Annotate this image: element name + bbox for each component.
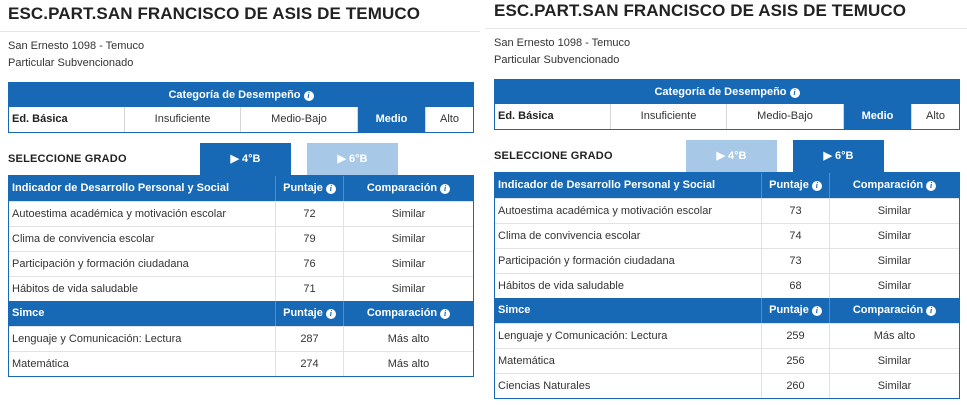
table-row (495, 273, 959, 298)
performance-category-title-text: Categoría de Desempeño (654, 86, 787, 98)
category-option-insuficiente: Insuficiente (611, 104, 727, 129)
level-label: Ed. Básica (9, 107, 125, 132)
info-icon[interactable]: i (812, 306, 822, 316)
info-icon[interactable]: i (790, 88, 800, 98)
indicator-score: 72 (276, 202, 344, 226)
table-row (9, 201, 473, 226)
category-option-medio: Medio (844, 104, 912, 129)
school-name: ESC.PART.SAN FRANCISCO DE ASIS DE TEMUCO (0, 0, 480, 32)
performance-category-title (495, 80, 959, 104)
grade-selector (494, 140, 960, 172)
simce-subject: Ciencias Naturales (495, 374, 762, 398)
level-label: Ed. Básica (495, 104, 611, 129)
indicator-comparison: Similar (391, 283, 426, 295)
idps-header-comparison-text: Comparación (366, 182, 438, 194)
play-arrow-icon: ▶ (716, 150, 729, 162)
table-row (9, 351, 473, 376)
simce-comparison: Más alto (387, 333, 430, 345)
indicator-comparison: Similar (391, 208, 426, 220)
category-option-medio: Medio (358, 107, 426, 132)
performance-category-scale (495, 104, 959, 129)
performance-category-title-text: Categoría de Desempeño (168, 89, 301, 101)
idps-table (8, 175, 474, 377)
indicator-comparison: Similar (877, 255, 912, 267)
simce-header-score-text: Puntaje (283, 307, 323, 319)
simce-score: 260 (762, 374, 830, 398)
simce-comparison: Más alto (873, 330, 916, 342)
school-address: San Ernesto 1098 - Temuco (494, 37, 631, 49)
idps-header-comparison (344, 176, 473, 201)
simce-header-comparison-text: Comparación (852, 304, 924, 316)
school-address: San Ernesto 1098 - Temuco (8, 40, 145, 52)
indicator-comparison: Similar (391, 258, 426, 270)
simce-header-subject: Simce (495, 298, 762, 323)
simce-header-comparison-text: Comparación (366, 307, 438, 319)
indicator-score: 68 (762, 274, 830, 298)
simce-subject: Matemática (495, 349, 762, 373)
info-icon[interactable]: i (326, 309, 336, 319)
performance-category-box (494, 79, 960, 130)
simce-score: 256 (762, 349, 830, 373)
simce-header-subject: Simce (9, 301, 276, 326)
simce-header-score-text: Puntaje (769, 304, 809, 316)
indicator-name: Participación y formación ciudadana (9, 252, 276, 276)
play-arrow-icon: ▶ (823, 150, 836, 162)
school-type: Particular Subvencionado (8, 57, 134, 69)
info-icon[interactable]: i (326, 184, 336, 194)
tab-grade-4b[interactable] (686, 140, 777, 172)
performance-category-box (8, 82, 474, 133)
table-row (9, 251, 473, 276)
idps-header-score (276, 176, 344, 201)
simce-comparison: Similar (877, 380, 912, 392)
simce-score: 287 (276, 327, 344, 351)
indicator-comparison: Similar (877, 230, 912, 242)
indicator-name: Hábitos de vida saludable (495, 274, 762, 298)
simce-score: 259 (762, 324, 830, 348)
indicator-score: 79 (276, 227, 344, 251)
indicator-score: 71 (276, 277, 344, 301)
table-row (495, 323, 959, 348)
simce-header-comparison (830, 298, 959, 323)
idps-header-score-text: Puntaje (769, 179, 809, 191)
indicator-name: Autoestima académica y motivación escolar (9, 202, 276, 226)
simce-subject: Matemática (9, 352, 276, 376)
tab-grade-6b[interactable] (307, 143, 398, 175)
tab-grade-6b[interactable] (793, 140, 884, 172)
idps-header-comparison (830, 173, 959, 198)
table-row (9, 276, 473, 301)
indicator-comparison: Similar (391, 233, 426, 245)
performance-category-scale (9, 107, 473, 132)
play-arrow-icon: ▶ (337, 153, 350, 165)
indicator-score: 73 (762, 249, 830, 273)
indicator-comparison: Similar (877, 280, 912, 292)
tab-grade-6b-label: 6°B (835, 150, 854, 162)
indicator-score: 73 (762, 199, 830, 223)
play-arrow-icon: ▶ (230, 153, 243, 165)
school-name: ESC.PART.SAN FRANCISCO DE ASIS DE TEMUCO (486, 0, 967, 29)
simce-comparison: Más alto (387, 358, 430, 370)
idps-header-score (762, 173, 830, 198)
info-icon[interactable]: i (440, 309, 450, 319)
simce-table-header (495, 298, 959, 323)
info-icon[interactable]: i (304, 91, 314, 101)
tab-grade-4b-label: 4°B (242, 153, 261, 165)
info-icon[interactable]: i (440, 184, 450, 194)
category-option-medio-bajo: Medio-Bajo (241, 107, 358, 132)
idps-table (494, 172, 960, 399)
category-option-medio-bajo: Medio-Bajo (727, 104, 844, 129)
info-icon[interactable]: i (812, 181, 822, 191)
idps-header-indicator: Indicador de Desarrollo Personal y Social (495, 173, 762, 198)
simce-comparison: Similar (877, 355, 912, 367)
indicator-comparison: Similar (877, 205, 912, 217)
simce-score: 274 (276, 352, 344, 376)
table-row (9, 226, 473, 251)
grade-selector (8, 143, 474, 175)
idps-header-score-text: Puntaje (283, 182, 323, 194)
info-icon[interactable]: i (926, 181, 936, 191)
category-option-alto: Alto (926, 110, 945, 122)
tab-grade-6b-label: 6°B (349, 153, 368, 165)
idps-table-header (9, 176, 473, 201)
simce-header-score (762, 298, 830, 323)
school-panel-right (486, 0, 967, 392)
indicator-name: Clima de convivencia escolar (495, 224, 762, 248)
table-row (495, 198, 959, 223)
category-option-alto: Alto (440, 113, 459, 125)
indicator-name: Hábitos de vida saludable (9, 277, 276, 301)
school-type: Particular Subvencionado (494, 54, 620, 66)
category-option-insuficiente: Insuficiente (125, 107, 241, 132)
grade-selector-label: SELECCIONE GRADO (8, 153, 127, 165)
tab-grade-4b[interactable] (200, 143, 291, 175)
idps-header-indicator: Indicador de Desarrollo Personal y Social (9, 176, 276, 201)
simce-subject: Lenguaje y Comunicación: Lectura (9, 327, 276, 351)
simce-table-header (9, 301, 473, 326)
simce-header-score (276, 301, 344, 326)
simce-subject: Lenguaje y Comunicación: Lectura (495, 324, 762, 348)
simce-header-comparison (344, 301, 473, 326)
indicator-name: Autoestima académica y motivación escolar (495, 199, 762, 223)
indicator-name: Clima de convivencia escolar (9, 227, 276, 251)
idps-header-comparison-text: Comparación (852, 179, 924, 191)
grade-selector-label: SELECCIONE GRADO (494, 150, 613, 162)
table-row (495, 348, 959, 373)
table-row (495, 223, 959, 248)
school-panel-left (0, 0, 480, 370)
info-icon[interactable]: i (926, 306, 936, 316)
indicator-name: Participación y formación ciudadana (495, 249, 762, 273)
performance-category-title (9, 83, 473, 107)
table-row (9, 326, 473, 351)
indicator-score: 74 (762, 224, 830, 248)
idps-table-header (495, 173, 959, 198)
tab-grade-4b-label: 4°B (728, 150, 747, 162)
table-row (495, 373, 959, 398)
indicator-score: 76 (276, 252, 344, 276)
table-row (495, 248, 959, 273)
